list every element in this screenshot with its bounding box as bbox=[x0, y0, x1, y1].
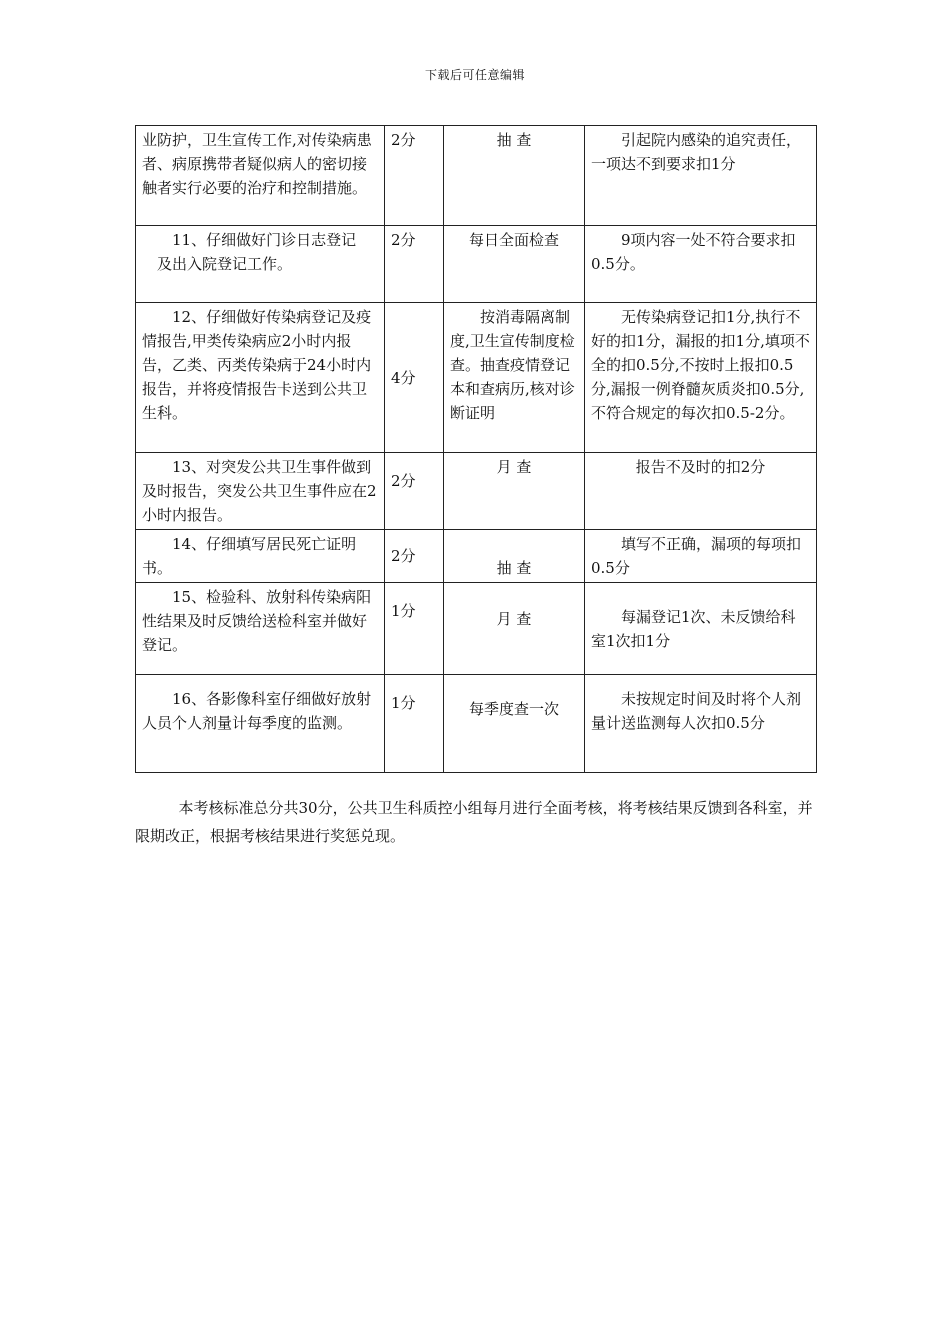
criterion-cell: 14、仔细填写居民死亡证明书。 bbox=[136, 530, 385, 583]
points-cell: 1分 bbox=[385, 583, 444, 675]
deduction-cell: 每漏登记1次、未反馈给科室1次扣1分 bbox=[585, 583, 817, 675]
points-cell: 2分 bbox=[385, 530, 444, 583]
page-header: 下载后可任意编辑 bbox=[424, 68, 525, 82]
points-cell: 2分 bbox=[385, 226, 444, 303]
table-row bbox=[136, 675, 817, 773]
deduction-cell: 9项内容一处不符合要求扣0.5分。 bbox=[585, 226, 817, 303]
summary-paragraph: 本考核标准总分共30分，公共卫生科质控小组每月进行全面考核，将考核结果反馈到各科室，并限期改正，根据考核结果进行奖惩兑现。 bbox=[135, 799, 813, 845]
table-row bbox=[136, 583, 817, 675]
deduction-cell: 报告不及时的扣2分 bbox=[585, 453, 817, 530]
criterion-cell bbox=[136, 226, 385, 303]
table-row bbox=[136, 453, 817, 530]
table-row bbox=[136, 530, 817, 583]
method-cell: 月 查 bbox=[444, 583, 585, 675]
criterion-cell: 12、仔细做好传染病登记及疫情报告,甲类传染病应2小时内报告，乙类、丙类传染病于24小时内报告，并将疫情报告卡送到公共卫生科。 bbox=[136, 303, 385, 453]
method-cell: 抽 查 bbox=[444, 126, 585, 226]
points-cell: 2分 bbox=[385, 453, 444, 530]
method-cell: 抽 查 bbox=[444, 530, 585, 583]
table-row bbox=[136, 303, 817, 453]
criterion-cell: 业防护，卫生宣传工作,对传染病患者、病原携带者疑似病人的密切接触者实行必要的治疗和控制措施。 bbox=[136, 126, 385, 226]
points-cell: 2分 bbox=[385, 126, 444, 226]
assessment-table bbox=[135, 125, 817, 773]
criterion-text-cont: 及出入院登记工作。 bbox=[157, 255, 293, 273]
points-cell: 1分 bbox=[385, 675, 444, 773]
method-cell: 每日全面检查 bbox=[444, 226, 585, 303]
method-cell: 按消毒隔离制度,卫生宣传制度检查。抽查疫情登记本和查病历,核对诊断证明 bbox=[444, 303, 585, 453]
points-cell: 4分 bbox=[385, 303, 444, 453]
criterion-text: 11、仔细做好门诊日志登记 bbox=[172, 231, 357, 249]
criterion-cell: 13、对突发公共卫生事件做到及时报告，突发公共卫生事件应在2小时内报告。 bbox=[136, 453, 385, 530]
table-row bbox=[136, 126, 817, 226]
method-cell: 月 查 bbox=[444, 453, 585, 530]
deduction-cell: 未按规定时间及时将个人剂量计送监测每人次扣0.5分 bbox=[585, 675, 817, 773]
criterion-cell: 16、各影像科室仔细做好放射人员个人剂量计每季度的监测。 bbox=[136, 675, 385, 773]
deduction-cell: 填写不正确，漏项的每项扣0.5分 bbox=[585, 530, 817, 583]
criterion-cell: 15、检验科、放射科传染病阳性结果及时反馈给送检科室并做好登记。 bbox=[136, 583, 385, 675]
deduction-cell: 引起院内感染的追究责任，一项达不到要求扣1分 bbox=[585, 126, 817, 226]
table-row bbox=[136, 226, 817, 303]
deduction-cell: 无传染病登记扣1分,执行不好的扣1分，漏报的扣1分,填项不全的扣0.5分,不按时上报扣0.5分,漏报一例脊髓灰质炎扣0.5分,不符合规定的每次扣0.5-2分。 bbox=[585, 303, 817, 453]
method-cell: 每季度查一次 bbox=[444, 675, 585, 773]
